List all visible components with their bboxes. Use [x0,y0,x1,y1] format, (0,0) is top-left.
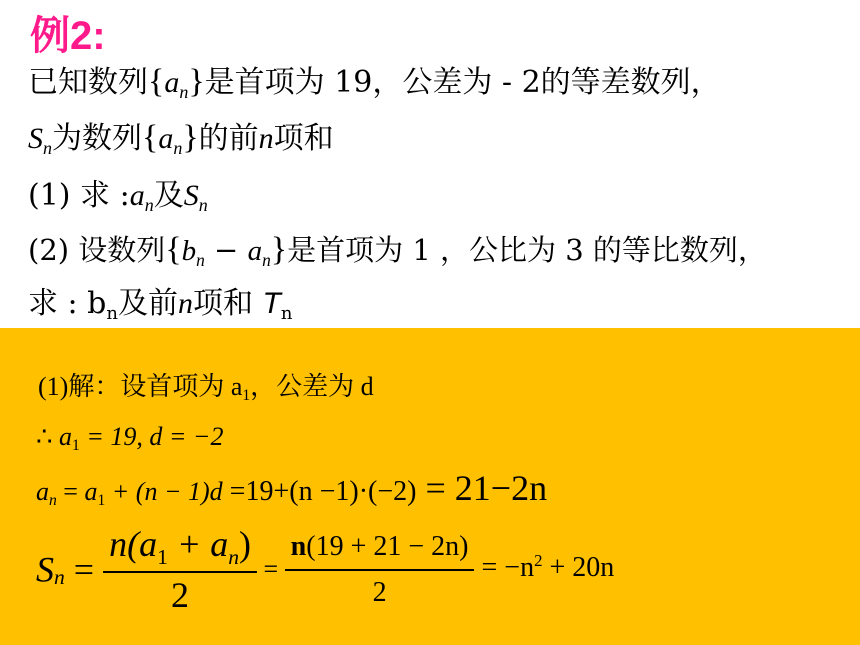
brace-open: { [142,119,159,156]
math-subscript: n [280,303,293,325]
problem-text: 的前 [198,121,259,156]
problem-text: 及前 [117,286,178,321]
math-subscript: n [262,250,271,271]
math-subscript: n [196,250,205,271]
solution-line-4 [36,522,614,617]
problem-text: (2) 设数列 [28,233,166,267]
problem-text: 是首项为 19，公差为 - 2的等差数列， [204,65,721,100]
math-var: a [164,66,180,99]
math-subscript: n [173,138,183,159]
fraction-denominator: 2 [103,571,257,617]
math-expression: =19+(n −1)·(−2) [222,476,417,507]
numerator-part: n [290,530,307,562]
math-var: S [36,549,54,590]
math-subscript: 1 [157,544,168,569]
math-expression: + (n − 1)d [105,477,223,506]
math-var: a [36,477,49,506]
result-part: = −n [474,552,535,583]
math-subscript: n [144,195,154,216]
math-var: S [28,122,43,155]
result-part: + 20n [542,552,615,583]
math-var: n [258,122,274,155]
math-var: b [181,235,197,267]
brace-open: { [148,63,165,100]
math-subscript: 1 [242,387,251,405]
brace-close: } [188,63,205,100]
math-result [474,552,614,583]
problem-line-5 [28,284,292,328]
math-var: n [177,287,193,320]
math-operator: − [204,233,248,267]
math-expression: = 19, d = −2 [79,422,224,451]
problem-text: 已知数列 [28,65,148,100]
math-subscript: 1 [97,492,106,510]
problem-text: (1) 求 : [28,178,130,213]
math-operator: = [56,477,85,506]
math-var: a [158,122,174,155]
math-subscript: n [228,544,239,569]
example-title: 例2: [30,14,106,58]
math-subscript: n [43,138,52,159]
fraction-numerator [103,522,257,571]
problem-line-3 [28,176,208,219]
problem-text: 项和 [192,286,263,321]
solution-text: ，公差为 d [250,372,374,401]
math-operator: = [257,554,285,584]
solution-line-3 [36,468,547,516]
math-superscript: 2 [534,550,543,570]
math-result: = 21−2n [416,468,548,508]
math-subscript: n [54,565,65,590]
problem-text: 项和 [273,121,334,156]
fraction-1 [103,522,257,617]
math-var: S [183,179,199,212]
math-var: a [247,235,263,267]
math-var: a [129,179,145,212]
math-var: a [84,477,98,506]
problem-line-2 [28,118,334,162]
problem-text: 求 : b [28,286,107,321]
fraction-denominator: 2 [285,569,475,615]
math-subscript: n [198,195,208,216]
math-subscript: n [106,303,118,325]
brace-open: { [165,231,182,268]
problem-line-4 [28,230,767,274]
math-subscript: n [49,492,57,510]
numerator-part: n(a [109,524,158,564]
solution-text: (1)解：设首项为 a [38,372,243,401]
fraction-numerator [285,525,475,569]
solution-line-2 [36,420,223,458]
math-subscript: 1 [72,437,80,455]
numerator-part: + a [167,524,229,564]
numerator-part: ) [239,524,251,564]
problem-line-1 [28,62,721,106]
problem-text: 是首项为 1 ，公比为 3 的等比数列， [287,233,767,267]
math-operator: = [64,549,104,590]
problem-text: 及 [153,178,184,213]
math-var: a [59,422,73,451]
therefore-symbol: ∴ [36,422,60,451]
math-var: T [262,287,281,320]
solution-line-1 [38,370,374,408]
fraction-2 [285,525,475,615]
numerator-part: (19 + 21 − 2n) [306,530,469,562]
brace-close: } [270,231,288,268]
math-subscript: n [179,82,189,103]
problem-text: 为数列 [52,121,142,156]
brace-close: } [182,119,199,156]
